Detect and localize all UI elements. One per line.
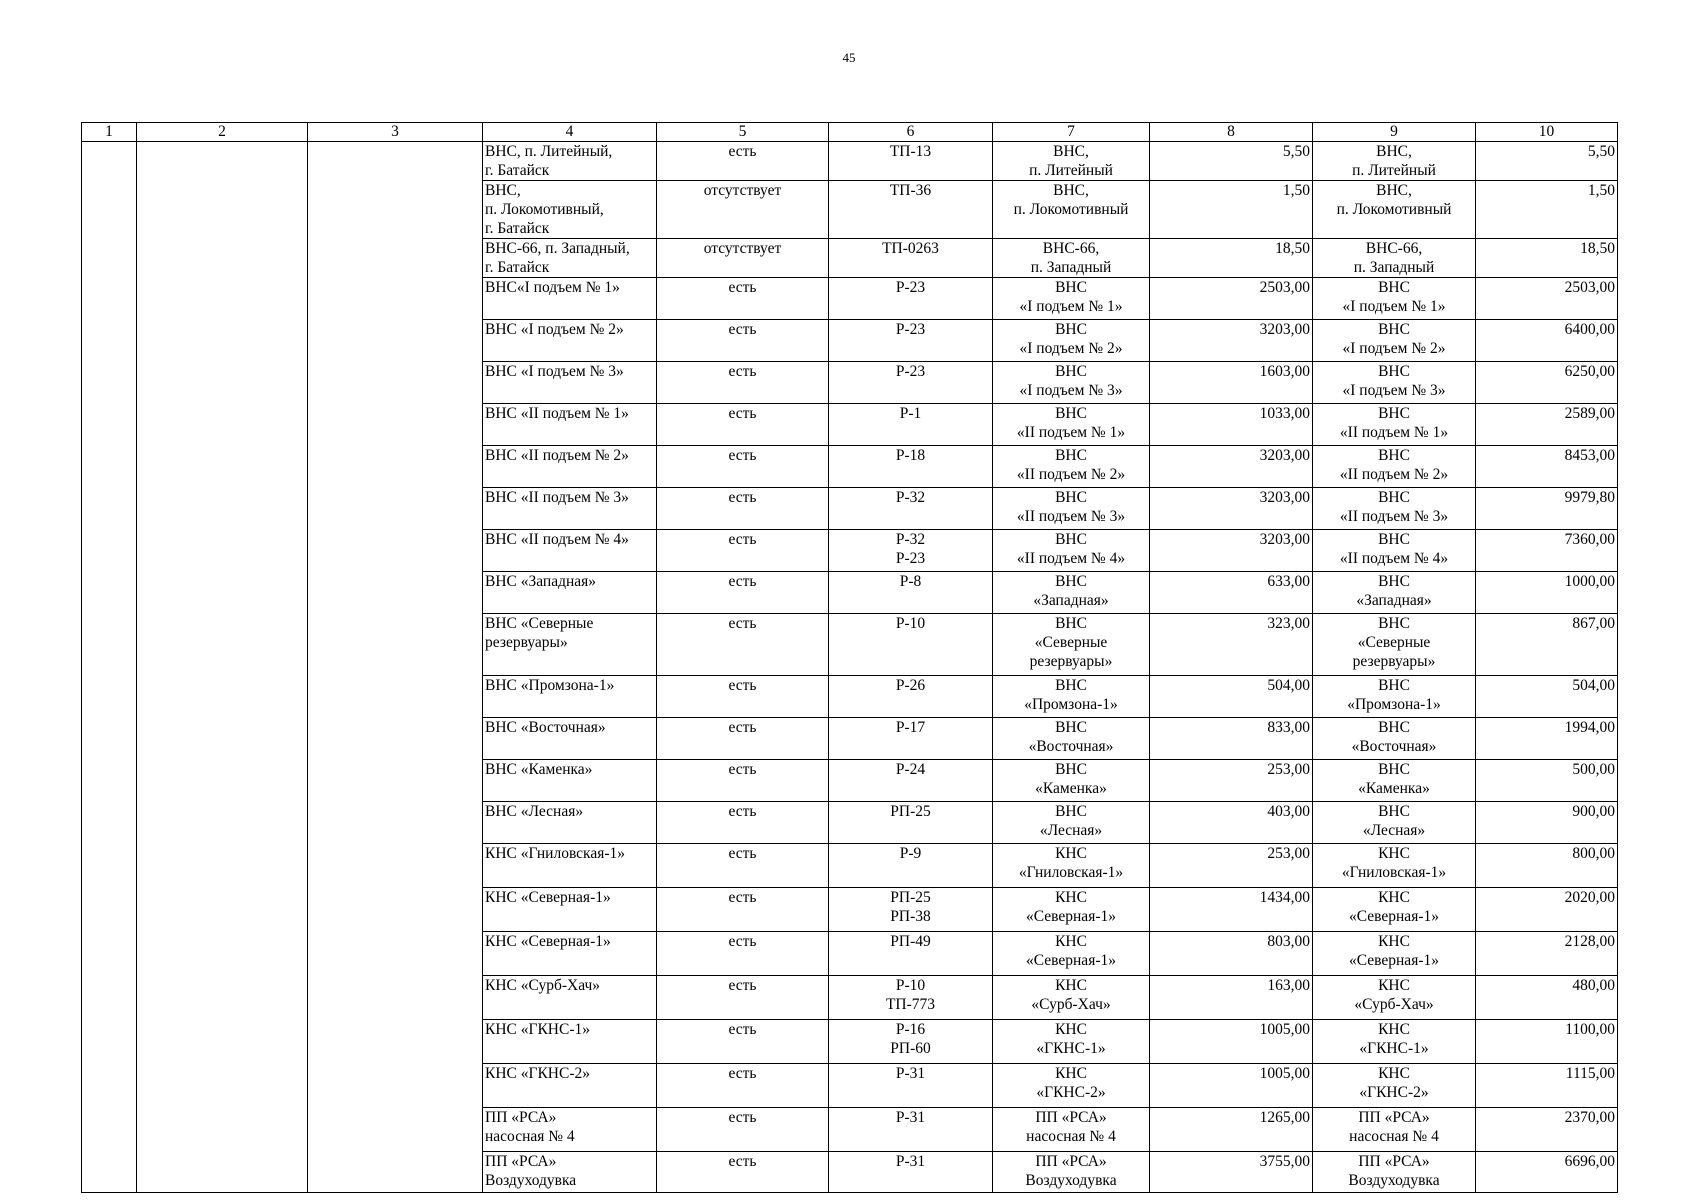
object-name-cell-9: ВНС «Западная» [1313,572,1476,614]
value-cell-8: 1434,00 [1150,888,1313,932]
table-row [82,142,1618,181]
value-cell-8: 163,00 [1150,976,1313,1020]
object-name-cell-7: ВНС, п. Литейный [993,142,1150,181]
substation-cell: Р-31 [829,1108,993,1152]
object-name-cell: ВНС «II подъем № 1» [483,404,657,446]
object-name-cell: ПП «РСА» насосная № 4 [483,1108,657,1152]
substation-cell: Р-1 [829,404,993,446]
availability-cell: отсутствует [657,239,829,278]
object-name-cell-7: ВНС «I подъем № 3» [993,362,1150,404]
availability-cell: есть [657,932,829,976]
object-name-cell-9: ВНС «Промзона-1» [1313,676,1476,718]
substation-cell: РП-25 [829,802,993,844]
header-cell: 9 [1313,123,1476,142]
object-name-cell: КНС «Сурб-Хач» [483,976,657,1020]
object-name-cell-7: КНС «ГКНС-2» [993,1064,1150,1108]
object-name-cell-7: ПП «РСА» Воздуходувка [993,1152,1150,1193]
object-name-cell-7: ВНС «Северные резервуары» [993,614,1150,676]
header-cell: 8 [1150,123,1313,142]
col2-merged-cell [137,142,308,1193]
object-name-cell-7: КНС «Гниловская-1» [993,844,1150,888]
value-cell-8: 3203,00 [1150,320,1313,362]
object-name-cell: ВНС «II подъем № 4» [483,530,657,572]
value-cell-8: 1005,00 [1150,1064,1313,1108]
object-name-cell: ВНС, п. Литейный, г. Батайск [483,142,657,181]
substation-cell: РП-49 [829,932,993,976]
value-cell-10: 1000,00 [1476,572,1618,614]
object-name-cell-9: ВНС «Каменка» [1313,760,1476,802]
object-name-cell-7: ПП «РСА» насосная № 4 [993,1108,1150,1152]
value-cell-8: 1265,00 [1150,1108,1313,1152]
substation-cell: ТП-36 [829,181,993,239]
value-cell-8: 403,00 [1150,802,1313,844]
value-cell-10: 2589,00 [1476,404,1618,446]
value-cell-10: 6250,00 [1476,362,1618,404]
object-name-cell-7: ВНС-66, п. Западный [993,239,1150,278]
substation-cell: Р-31 [829,1152,993,1193]
availability-cell: есть [657,1152,829,1193]
value-cell-10: 504,00 [1476,676,1618,718]
header-cell: 5 [657,123,829,142]
data-table [81,122,1618,1193]
value-cell-8: 323,00 [1150,614,1313,676]
availability-cell: есть [657,1108,829,1152]
value-cell-10: 2503,00 [1476,278,1618,320]
object-name-cell-9: КНС «Гниловская-1» [1313,844,1476,888]
object-name-cell: ВНС «I подъем № 2» [483,320,657,362]
availability-cell: есть [657,142,829,181]
availability-cell: есть [657,676,829,718]
availability-cell: есть [657,760,829,802]
value-cell-8: 1005,00 [1150,1020,1313,1064]
value-cell-10: 6400,00 [1476,320,1618,362]
object-name-cell-9: КНС «Сурб-Хач» [1313,976,1476,1020]
object-name-cell-9: ВНС «II подъем № 4» [1313,530,1476,572]
value-cell-10: 2020,00 [1476,888,1618,932]
value-cell-8: 1033,00 [1150,404,1313,446]
object-name-cell: ВНС «Восточная» [483,718,657,760]
object-name-cell: КНС «Гниловская-1» [483,844,657,888]
value-cell-10: 6696,00 [1476,1152,1618,1193]
object-name-cell-7: ВНС «I подъем № 1» [993,278,1150,320]
object-name-cell-9: ВНС, п. Литейный [1313,142,1476,181]
object-name-cell-9: ПП «РСА» насосная № 4 [1313,1108,1476,1152]
object-name-cell: КНС «ГКНС-2» [483,1064,657,1108]
object-name-cell-7: ВНС «I подъем № 2» [993,320,1150,362]
value-cell-10: 1100,00 [1476,1020,1618,1064]
availability-cell: отсутствует [657,181,829,239]
value-cell-10: 18,50 [1476,239,1618,278]
header-cell: 4 [483,123,657,142]
availability-cell: есть [657,1064,829,1108]
header-cell: 7 [993,123,1150,142]
value-cell-8: 803,00 [1150,932,1313,976]
availability-cell: есть [657,362,829,404]
value-cell-10: 900,00 [1476,802,1618,844]
availability-cell: есть [657,718,829,760]
value-cell-10: 2370,00 [1476,1108,1618,1152]
availability-cell: есть [657,488,829,530]
object-name-cell-7: КНС «Сурб-Хач» [993,976,1150,1020]
availability-cell: есть [657,404,829,446]
substation-cell: Р-18 [829,446,993,488]
value-cell-10: 480,00 [1476,976,1618,1020]
value-cell-10: 1115,00 [1476,1064,1618,1108]
value-cell-8: 18,50 [1150,239,1313,278]
object-name-cell-9: КНС «ГКНС-1» [1313,1020,1476,1064]
object-name-cell: ВНС«I подъем № 1» [483,278,657,320]
value-cell-8: 3203,00 [1150,530,1313,572]
value-cell-8: 253,00 [1150,844,1313,888]
availability-cell: есть [657,976,829,1020]
substation-cell: Р-23 [829,362,993,404]
object-name-cell-7: ВНС, п. Локомотивный [993,181,1150,239]
object-name-cell-9: ВНС «Лесная» [1313,802,1476,844]
header-cell: 1 [82,123,137,142]
object-name-cell-9: ПП «РСА» Воздуходувка [1313,1152,1476,1193]
object-name-cell-9: КНС «ГКНС-2» [1313,1064,1476,1108]
object-name-cell-7: ВНС «Восточная» [993,718,1150,760]
availability-cell: есть [657,278,829,320]
value-cell-10: 1,50 [1476,181,1618,239]
availability-cell: есть [657,572,829,614]
object-name-cell-7: ВНС «II подъем № 2» [993,446,1150,488]
availability-cell: есть [657,446,829,488]
object-name-cell-9: ВНС «II подъем № 1» [1313,404,1476,446]
value-cell-8: 3755,00 [1150,1152,1313,1193]
object-name-cell-7: КНС «ГКНС-1» [993,1020,1150,1064]
substation-cell: ТП-13 [829,142,993,181]
value-cell-8: 2503,00 [1150,278,1313,320]
value-cell-8: 253,00 [1150,760,1313,802]
value-cell-8: 504,00 [1150,676,1313,718]
object-name-cell: ВНС «Промзона-1» [483,676,657,718]
object-name-cell-9: ВНС «I подъем № 2» [1313,320,1476,362]
object-name-cell-9: ВНС-66, п. Западный [1313,239,1476,278]
value-cell-8: 3203,00 [1150,488,1313,530]
object-name-cell-7: ВНС «II подъем № 3» [993,488,1150,530]
substation-cell: Р-31 [829,1064,993,1108]
header-cell: 2 [137,123,308,142]
object-name-cell-9: ВНС «Восточная» [1313,718,1476,760]
value-cell-8: 633,00 [1150,572,1313,614]
object-name-cell: КНС «Северная-1» [483,932,657,976]
object-name-cell-9: ВНС «II подъем № 3» [1313,488,1476,530]
object-name-cell-9: КНС «Северная-1» [1313,932,1476,976]
value-cell-10: 7360,00 [1476,530,1618,572]
object-name-cell: ВНС «Лесная» [483,802,657,844]
object-name-cell-7: ВНС «Лесная» [993,802,1150,844]
availability-cell: есть [657,844,829,888]
object-name-cell-9: ВНС «Северные резервуары» [1313,614,1476,676]
substation-cell: Р-23 [829,320,993,362]
header-cell: 6 [829,123,993,142]
object-name-cell: ВНС «Северные резервуары» [483,614,657,676]
value-cell-10: 867,00 [1476,614,1618,676]
object-name-cell: КНС «ГКНС-1» [483,1020,657,1064]
substation-cell: Р-9 [829,844,993,888]
value-cell-8: 1,50 [1150,181,1313,239]
object-name-cell-7: КНС «Северная-1» [993,932,1150,976]
page-number: 45 [842,50,856,65]
availability-cell: есть [657,802,829,844]
value-cell-8: 1603,00 [1150,362,1313,404]
substation-cell: Р-26 [829,676,993,718]
header-row [82,123,1618,142]
substation-cell: Р-23 [829,278,993,320]
value-cell-10: 1994,00 [1476,718,1618,760]
substation-cell: Р-24 [829,760,993,802]
table-body [82,142,1618,1193]
object-name-cell: ВНС «Западная» [483,572,657,614]
object-name-cell-7: ВНС «Западная» [993,572,1150,614]
object-name-cell: ВНС «II подъем № 3» [483,488,657,530]
availability-cell: есть [657,530,829,572]
value-cell-10: 800,00 [1476,844,1618,888]
substation-cell: Р-17 [829,718,993,760]
value-cell-10: 8453,00 [1476,446,1618,488]
substation-cell: Р-10 ТП-773 [829,976,993,1020]
substation-cell: Р-32 Р-23 [829,530,993,572]
substation-cell: Р-32 [829,488,993,530]
col3-merged-cell [308,142,483,1193]
substation-cell: Р-10 [829,614,993,676]
object-name-cell: ВНС «Каменка» [483,760,657,802]
object-name-cell: ВНС «I подъем № 3» [483,362,657,404]
substation-cell: Р-8 [829,572,993,614]
value-cell-8: 5,50 [1150,142,1313,181]
object-name-cell: ВНС-66, п. Западный, г. Батайск [483,239,657,278]
object-name-cell-7: КНС «Северная-1» [993,888,1150,932]
object-name-cell-7: ВНС «Промзона-1» [993,676,1150,718]
value-cell-10: 2128,00 [1476,932,1618,976]
availability-cell: есть [657,1020,829,1064]
value-cell-8: 3203,00 [1150,446,1313,488]
value-cell-8: 833,00 [1150,718,1313,760]
object-name-cell-9: ВНС «I подъем № 1» [1313,278,1476,320]
object-name-cell: ПП «РСА» Воздуходувка [483,1152,657,1193]
object-name-cell-7: ВНС «II подъем № 1» [993,404,1150,446]
object-name-cell-9: ВНС, п. Локомотивный [1313,181,1476,239]
object-name-cell-9: ВНС «I подъем № 3» [1313,362,1476,404]
value-cell-10: 500,00 [1476,760,1618,802]
substation-cell: Р-16 РП-60 [829,1020,993,1064]
availability-cell: есть [657,320,829,362]
object-name-cell-7: ВНС «Каменка» [993,760,1150,802]
value-cell-10: 9979,80 [1476,488,1618,530]
substation-cell: ТП-0263 [829,239,993,278]
header-cell: 3 [308,123,483,142]
object-name-cell: ВНС, п. Локомотивный, г. Батайск [483,181,657,239]
object-name-cell-9: ВНС «II подъем № 2» [1313,446,1476,488]
substation-cell: РП-25 РП-38 [829,888,993,932]
object-name-cell-7: ВНС «II подъем № 4» [993,530,1150,572]
value-cell-10: 5,50 [1476,142,1618,181]
col1-merged-cell [82,142,137,1193]
availability-cell: есть [657,888,829,932]
header-cell: 10 [1476,123,1618,142]
object-name-cell-9: КНС «Северная-1» [1313,888,1476,932]
availability-cell: есть [657,614,829,676]
object-name-cell: КНС «Северная-1» [483,888,657,932]
object-name-cell: ВНС «II подъем № 2» [483,446,657,488]
